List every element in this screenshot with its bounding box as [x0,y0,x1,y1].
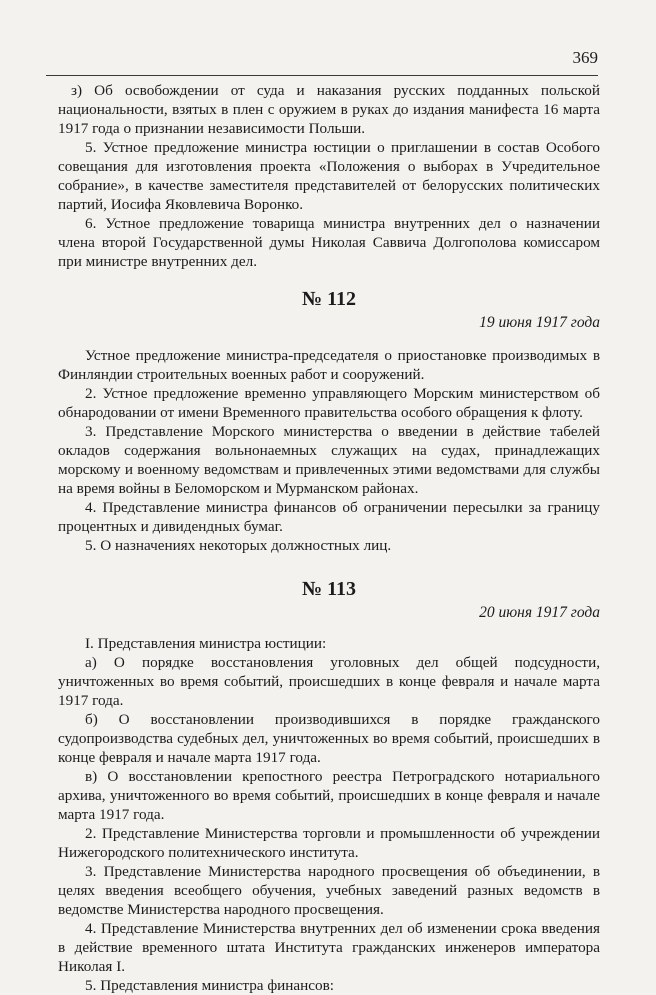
document-date: 19 июня 1917 года [479,314,600,331]
paragraph: а) О порядке восстановления уголовных дел общей подсудности, уничтоженных во время событий, происшедших в конце февраля и начале марта 1917 года. [58,654,600,709]
document-number: № 112 [302,288,356,310]
paragraph: Устное предложение министра-председателя о приостановке производимых в Финляндии строительных военных работ и сооружений. [58,347,600,383]
paragraph: I. Представления министра юстиции: [85,635,327,652]
page-number: 369 [572,48,598,67]
paragraph: 4. Представление министра финансов об ограничении пересылки за границу процентных и дивидендных бумаг. [58,499,600,535]
paragraph: 5. Устное предложение министра юстиции о приглашении в состав Особого совещания для изготовления проекта «Положения о выборах в Учредительное собрание», в качестве заместителя представителей от белорусских политических партий, Иосифа Яковлевича Воронко. [58,139,600,213]
paragraph: 5. Представления министра финансов: [85,977,335,994]
paragraph: 2. Представление Министерства торговли и промышленности об учреждении Нижегородского политехнического института. [58,825,600,861]
document-number: № 113 [302,578,356,600]
paragraph: в) О восстановлении крепостного реестра Петроградского нотариального архива, уничтоженного во время событий, происшедших в конце февраля и начале марта 1917 года. [58,768,600,823]
paragraph: 3. Представление Министерства народного просвещения об объединении, в целях введения всеобщего обучения, учебных заведений разных ведомств в ведомстве Министерства народного просвещения. [58,863,600,918]
paragraph: 4. Представление Министерства внутренних дел об изменении срока введения в действие временного штата Института гражданских инженеров императора Николая I. [58,920,600,975]
paragraph: б) О восстановлении производившихся в порядке гражданского судопроизводства судебных дел, уничтоженных во время событий, происшедших в конце февраля и начале марта 1917 года. [58,711,600,766]
paragraph: з) Об освобождении от суда и наказания русских подданных польской национальности, взятых в плен с оружием в руках до издания манифеста 16 марта 1917 года о признании независимости Польши. [58,82,600,137]
paragraph: 5. О назначениях некоторых должностных лиц. [85,537,392,554]
paragraph: 3. Представление Морского министерства о введении в действие табелей окладов содержания вольнонаемных служащих на судах, принадлежащих морскому и военному ведомствам и привлеченных этими ведомствами для службы на время войны в Беломорском и Мурманском районах. [58,423,600,497]
page-body [58,81,600,995]
paragraph: 6. Устное предложение товарища министра внутренних дел о назначении члена второй Государственной думы Николая Саввича Долгополова комиссаром при министре внутренних дел. [58,215,600,270]
paragraph: 2. Устное предложение временно управляющего Морским министерством об обнародовании от имени Временного правительства особого обращения к флоту. [58,385,600,421]
document-date: 20 июня 1917 года [479,604,600,621]
header-rule [46,75,598,76]
